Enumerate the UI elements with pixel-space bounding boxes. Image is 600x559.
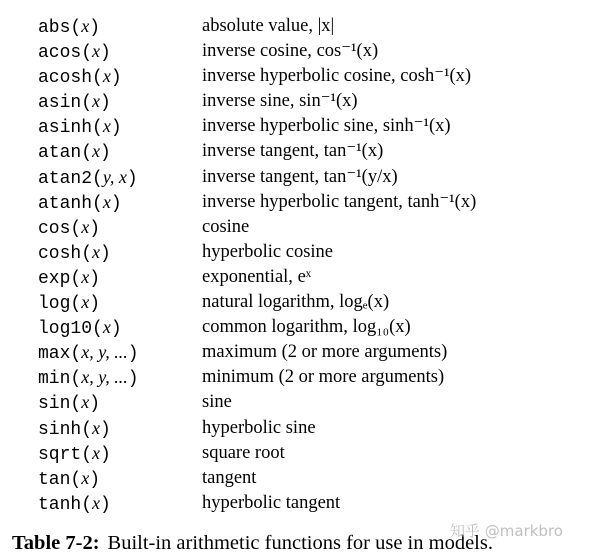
function-description xyxy=(202,390,232,415)
function-name: sin xyxy=(38,394,71,415)
description-text: absolute value, xyxy=(202,16,318,36)
function-name: atanh xyxy=(38,193,93,214)
math-expression: cos⁻¹(x) xyxy=(316,41,379,62)
function-description xyxy=(202,466,256,491)
description-text: inverse tangent, xyxy=(202,166,324,187)
math-expression: |x| xyxy=(317,16,335,36)
function-description xyxy=(202,14,334,39)
function-args: x xyxy=(81,216,90,237)
description-text: hyperbolic cosine xyxy=(202,241,333,262)
math-expression: logₑ(x) xyxy=(339,292,390,313)
function-description xyxy=(202,240,333,265)
function-description xyxy=(202,165,398,190)
function-signature: min(x, y, ...) xyxy=(38,367,139,390)
function-name: cosh xyxy=(38,243,82,264)
function-name: asin xyxy=(38,93,82,114)
watermark: 知乎 @markbro xyxy=(450,522,563,540)
description-text: maximum (2 or more arguments) xyxy=(202,342,448,363)
function-signature: atan2(y, x) xyxy=(38,166,138,189)
function-args: x, y, ... xyxy=(81,367,128,388)
function-args: y, x xyxy=(102,166,127,187)
description-text: hyperbolic tangent xyxy=(202,492,341,513)
function-signature: asin(x) xyxy=(38,91,111,114)
function-args: x xyxy=(81,392,90,413)
function-name: abs xyxy=(38,18,71,38)
description-text: sine xyxy=(202,392,232,413)
function-signature: cosh(x) xyxy=(38,241,111,264)
function-description xyxy=(202,365,444,390)
function-args: x xyxy=(92,141,101,162)
description-text: inverse hyperbolic tangent, xyxy=(202,191,408,212)
function-args: x, y, ... xyxy=(81,342,128,363)
function-name: tanh xyxy=(38,494,82,515)
function-signature: sinh(x) xyxy=(38,417,111,440)
function-args: x xyxy=(92,241,101,262)
description-text: minimum (2 or more arguments) xyxy=(202,367,445,388)
caption-label: Table 7-2: xyxy=(12,532,100,554)
function-description xyxy=(202,215,249,240)
function-signature: abs(x) xyxy=(38,16,101,38)
function-args: x xyxy=(92,492,101,513)
math-expression: eˣ xyxy=(297,266,312,287)
function-signature: tanh(x) xyxy=(38,492,111,515)
function-description xyxy=(202,290,389,315)
description-text: tangent xyxy=(202,467,257,488)
function-name: asinh xyxy=(38,118,93,139)
math-expression: log₁₀(x) xyxy=(352,317,411,338)
function-args: x xyxy=(92,442,101,463)
function-name: sinh xyxy=(38,419,82,440)
function-args: x xyxy=(92,91,101,112)
description-text: cosine xyxy=(202,216,250,237)
function-name: tan xyxy=(38,469,71,490)
function-name: exp xyxy=(38,268,71,289)
description-text: square root xyxy=(202,442,285,463)
function-args: x xyxy=(81,292,90,313)
function-args: x xyxy=(81,467,90,488)
math-expression: tan⁻¹(x) xyxy=(323,141,384,162)
description-text: inverse hyperbolic cosine, xyxy=(202,66,401,87)
function-signature: acos(x) xyxy=(38,41,111,64)
function-name: min xyxy=(38,369,71,390)
description-text: inverse cosine, xyxy=(202,41,317,62)
function-args: x xyxy=(92,417,101,438)
function-args: x xyxy=(81,16,90,36)
function-signature: exp(x) xyxy=(38,266,101,289)
function-name: acos xyxy=(38,43,82,64)
function-signature: atan(x) xyxy=(38,141,111,164)
function-args: x xyxy=(102,191,111,212)
function-signature: sin(x) xyxy=(38,392,101,415)
math-expression: tanh⁻¹(x) xyxy=(407,191,477,212)
math-expression: cosh⁻¹(x) xyxy=(400,66,472,87)
description-text: common logarithm, xyxy=(202,317,353,338)
description-text: inverse hyperbolic sine, xyxy=(202,116,383,137)
function-signature: max(x, y, ...) xyxy=(38,342,139,365)
function-description xyxy=(202,190,476,215)
table-caption xyxy=(12,532,493,555)
function-description xyxy=(202,114,451,139)
description-text: hyperbolic sine xyxy=(202,417,316,438)
function-signature: asinh(x) xyxy=(38,116,122,139)
function-description xyxy=(202,491,340,516)
math-expression: sin⁻¹(x) xyxy=(299,91,358,112)
function-signature: acosh(x) xyxy=(38,66,122,89)
function-name: log10 xyxy=(38,319,93,340)
function-signature: cos(x) xyxy=(38,216,101,239)
math-expression: tan⁻¹(y/x) xyxy=(323,166,398,187)
function-args: x xyxy=(102,66,111,87)
function-name: cos xyxy=(38,218,71,239)
function-signature: log(x) xyxy=(38,292,101,315)
function-signature: tan(x) xyxy=(38,467,101,490)
description-text: exponential, xyxy=(202,266,298,287)
description-text: natural logarithm, xyxy=(202,292,340,313)
description-text: inverse tangent, xyxy=(202,141,324,162)
function-args: x xyxy=(102,116,111,137)
function-description xyxy=(202,265,311,290)
function-args: x xyxy=(102,317,111,338)
function-name: log xyxy=(38,294,71,315)
function-args: x xyxy=(92,41,101,62)
function-name: sqrt xyxy=(38,444,82,465)
function-signature: log10(x) xyxy=(38,317,122,340)
function-name: atan xyxy=(38,143,82,164)
function-description xyxy=(202,64,471,89)
caption-text: Built-in arithmetic functions for use in models. xyxy=(107,532,493,554)
function-description xyxy=(202,39,378,64)
function-signature: atanh(x) xyxy=(38,191,122,214)
math-expression: sinh⁻¹(x) xyxy=(382,116,451,137)
function-description xyxy=(202,139,383,164)
function-description xyxy=(202,315,411,340)
description-text: inverse sine, xyxy=(202,91,300,112)
function-description xyxy=(202,416,316,441)
function-description xyxy=(202,89,358,114)
function-name: acosh xyxy=(38,68,93,89)
function-args: x xyxy=(81,266,90,287)
function-signature: sqrt(x) xyxy=(38,442,111,465)
function-description xyxy=(202,441,285,466)
function-description xyxy=(202,340,447,365)
function-name: atan2 xyxy=(38,168,93,189)
function-name: max xyxy=(38,344,71,365)
